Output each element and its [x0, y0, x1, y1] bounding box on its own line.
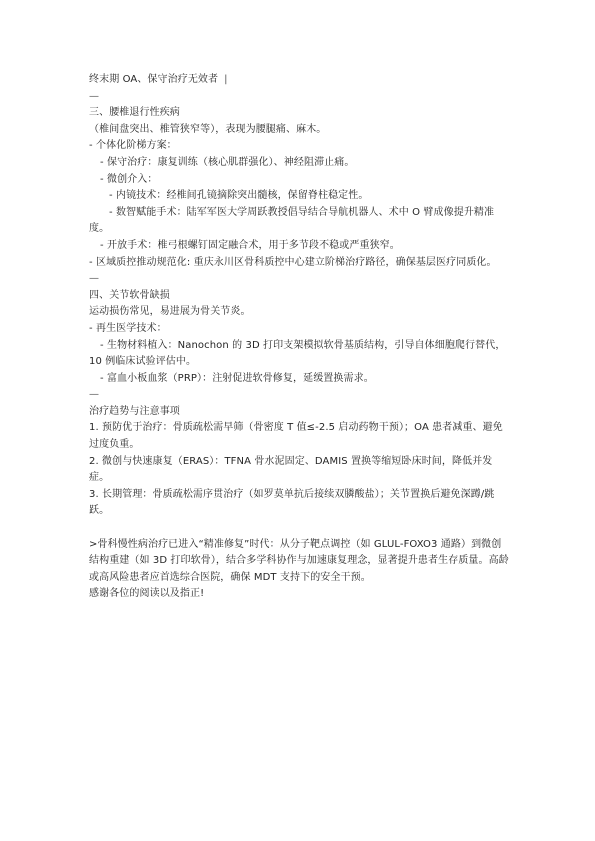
- section3-digital: [89, 205, 509, 238]
- section3-conservative: - 保守治疗：康复训练（核心肌群强化）、神经阻滞止痛。: [100, 156, 355, 168]
- divider: —: [89, 90, 100, 102]
- section3-title: 三、腰椎退行性疾病: [89, 107, 180, 119]
- section3-endo: - 内镜技术：经椎间孔镜摘除突出髓核，保留脊柱稳定性。: [109, 190, 369, 202]
- divider: —: [89, 273, 100, 285]
- text-cursor: |: [224, 74, 228, 85]
- top-line-text: 终末期 OA、保守治疗无效者: [89, 74, 219, 85]
- section3-regional: - 区域质控推动规范化: 重庆永川区骨科质控中心建立阶梯治疗路径，确保基层医疗同质化。: [89, 256, 497, 268]
- document-page: [89, 72, 509, 603]
- trends-item-1: 1. 预防优于治疗：骨质疏松需早筛（骨密度 T 值≤-2.5 启动药物干预）；OA 患者减重、避免过度负重。: [89, 422, 503, 451]
- section3-open: - 开放手术：椎弓根螺钉固定融合术，用于多节段不稳或严重狭窄。: [100, 239, 400, 251]
- section4-regen-label: - 再生医学技术：: [89, 322, 167, 334]
- trends-item-2: 2. 微创与快速康复（ERAS）：TFNA 骨水泥固定、DAMIS 置换等缩短卧床时间，降低并发症。: [89, 455, 493, 484]
- section3-desc: （椎间盘突出、椎管狭窄等），表现为腰腿痛、麻木。: [89, 123, 327, 135]
- section4-bio: [89, 338, 509, 371]
- trends-title: 治疗趋势与注意事项: [89, 405, 180, 417]
- closing-thanks: 感谢各位的阅读以及指正!: [89, 588, 205, 600]
- section3-plan-label: - 个体化阶梯方案：: [89, 140, 177, 152]
- closing-quote: >骨科慢性病治疗已进入“精准修复”时代：从分子靶点调控（如 GLUL-FOXO3 通路）到微创结构重建（如 3D 打印软骨），结合多学科协作与加速康复理念，显著提升患者生存质量。高龄或高风险患者应首选综合医院，确保 MDT 支持下的安全干预。: [89, 538, 509, 583]
- section4-bio-text: - 生物材料植入：Nanochon 的 3D 打印支架模拟软骨基质结构，引导自体细胞爬行替代，10 例临床试验评估中。: [89, 339, 506, 368]
- spacer: [89, 520, 509, 537]
- section3-minimal: - 微创介入：: [100, 173, 158, 185]
- divider: —: [89, 389, 100, 401]
- section4-desc: 运动损伤常见，易进展为骨关节炎。: [89, 306, 251, 318]
- section4-prp: - 富血小板血浆（PRP）：注射促进软骨修复，延缓置换需求。: [100, 372, 374, 384]
- section3-digital-text: - 数智赋能手术：陆军军医大学周跃教授倡导结合导航机器人、术中 O 臂成像提升精准度。: [89, 206, 495, 235]
- section4-title: 四、关节软骨缺损: [89, 289, 170, 301]
- trends-item-3: 3. 长期管理：骨质疏松需序贯治疗（如罗莫单抗后接续双膦酸盐）；关节置换后避免深蹲/跳跃。: [89, 488, 495, 517]
- top-line: [89, 72, 509, 89]
